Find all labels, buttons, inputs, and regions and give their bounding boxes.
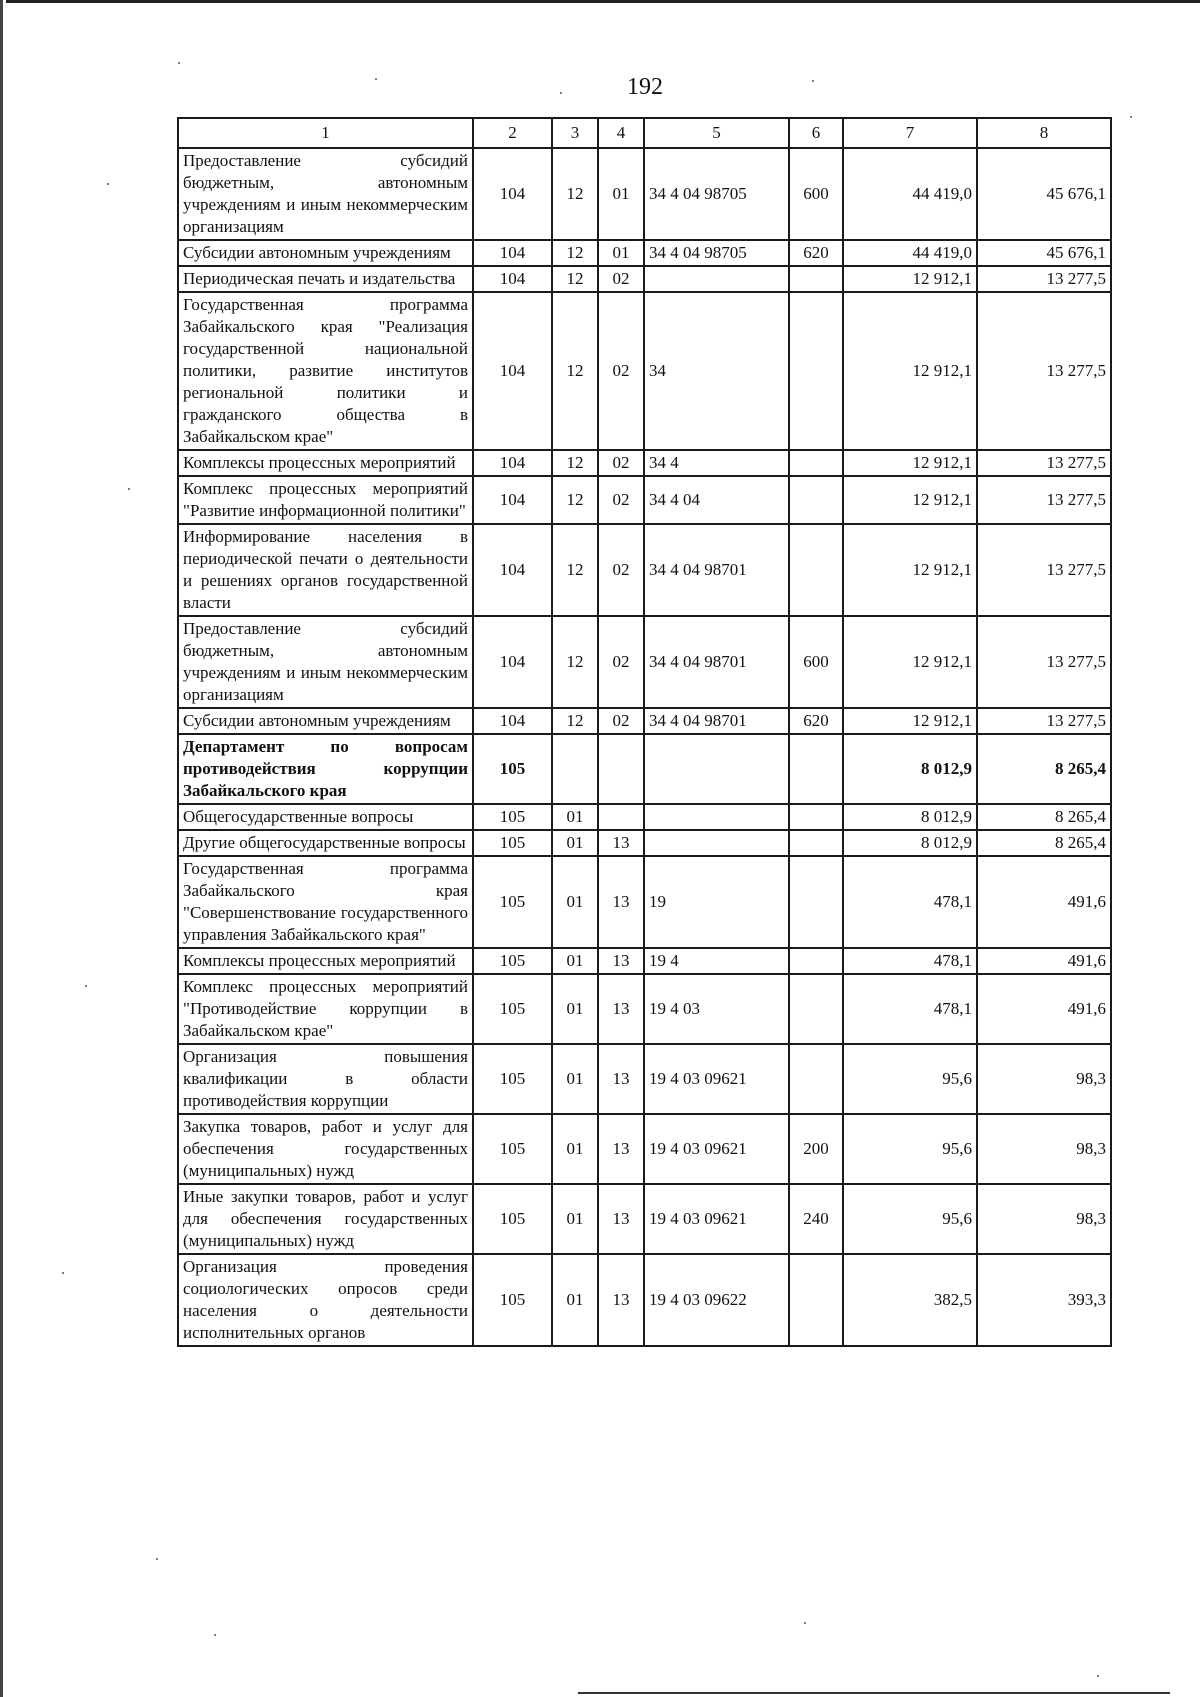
section-code-cell: 01	[552, 1044, 598, 1114]
subsection-code-cell: 02	[598, 266, 644, 292]
amount-year2-cell: 393,3	[977, 1254, 1111, 1346]
row-name-cell: Департамент по вопросам противодействия коррупции Забайкальского края	[178, 734, 473, 804]
amount-year2-cell: 13 277,5	[977, 450, 1111, 476]
subsection-code-cell: 01	[598, 148, 644, 240]
chapter-code-cell: 104	[473, 450, 552, 476]
amount-year2-cell: 13 277,5	[977, 708, 1111, 734]
table-row	[178, 1044, 1111, 1114]
chapter-code-cell: 105	[473, 1114, 552, 1184]
amount-year2-cell: 98,3	[977, 1184, 1111, 1254]
table-row	[178, 292, 1111, 450]
chapter-code-cell: 105	[473, 948, 552, 974]
table-row	[178, 948, 1111, 974]
table-row	[178, 734, 1111, 804]
scan-bottom-rule	[578, 1692, 1170, 1694]
table-row	[178, 974, 1111, 1044]
chapter-code-cell: 104	[473, 708, 552, 734]
subsection-code-cell: 13	[598, 1254, 644, 1346]
row-name-cell: Комплекс процессных мероприятий "Противодействие коррупции в Забайкальском крае"	[178, 974, 473, 1044]
expense-type-cell	[789, 450, 843, 476]
scan-speck	[178, 62, 180, 64]
subsection-code-cell	[598, 804, 644, 830]
column-header: 6	[789, 118, 843, 148]
amount-year1-cell: 12 912,1	[843, 524, 977, 616]
amount-year1-cell: 12 912,1	[843, 616, 977, 708]
amount-year2-cell: 13 277,5	[977, 476, 1111, 524]
section-code-cell: 12	[552, 708, 598, 734]
row-name-cell: Комплекс процессных мероприятий "Развитие информационной политики"	[178, 476, 473, 524]
amount-year2-cell: 13 277,5	[977, 292, 1111, 450]
expense-type-cell: 620	[789, 708, 843, 734]
amount-year1-cell: 44 419,0	[843, 148, 977, 240]
target-article-cell	[644, 830, 789, 856]
row-name-cell: Организация проведения социологических опросов среди населения о деятельности исполнительных органов	[178, 1254, 473, 1346]
chapter-code-cell: 105	[473, 804, 552, 830]
expense-type-cell: 200	[789, 1114, 843, 1184]
section-code-cell: 01	[552, 1114, 598, 1184]
chapter-code-cell: 104	[473, 240, 552, 266]
amount-year2-cell: 98,3	[977, 1114, 1111, 1184]
column-header: 1	[178, 118, 473, 148]
table-body	[178, 148, 1111, 1346]
row-name-cell: Субсидии автономным учреждениям	[178, 240, 473, 266]
amount-year2-cell: 8 265,4	[977, 830, 1111, 856]
row-name-cell: Иные закупки товаров, работ и услуг для обеспечения государственных (муниципальных) нужд	[178, 1184, 473, 1254]
scan-top-edge	[6, 0, 1200, 3]
target-article-cell: 34 4 04 98701	[644, 524, 789, 616]
amount-year2-cell: 491,6	[977, 974, 1111, 1044]
row-name-cell: Общегосударственные вопросы	[178, 804, 473, 830]
chapter-code-cell: 104	[473, 148, 552, 240]
subsection-code-cell: 13	[598, 830, 644, 856]
target-article-cell: 34 4	[644, 450, 789, 476]
section-code-cell: 01	[552, 1184, 598, 1254]
table-row	[178, 148, 1111, 240]
subsection-code-cell: 02	[598, 450, 644, 476]
row-name-cell: Субсидии автономным учреждениям	[178, 708, 473, 734]
amount-year1-cell: 95,6	[843, 1114, 977, 1184]
scan-speck	[107, 183, 109, 185]
chapter-code-cell: 105	[473, 734, 552, 804]
amount-year2-cell: 491,6	[977, 948, 1111, 974]
table-row	[178, 240, 1111, 266]
chapter-code-cell: 105	[473, 974, 552, 1044]
scan-speck	[1097, 1675, 1099, 1677]
amount-year1-cell: 382,5	[843, 1254, 977, 1346]
section-code-cell: 01	[552, 804, 598, 830]
subsection-code-cell: 01	[598, 240, 644, 266]
subsection-code-cell: 02	[598, 708, 644, 734]
row-name-cell: Предоставление субсидий бюджетным, автономным учреждениям и иным некоммерческим организациям	[178, 148, 473, 240]
row-name-cell: Государственная программа Забайкальского края "Совершенствование государственного управления Забайкальского края"	[178, 856, 473, 948]
scan-speck	[812, 80, 814, 82]
column-header: 5	[644, 118, 789, 148]
expense-type-cell: 600	[789, 148, 843, 240]
target-article-cell: 34 4 04	[644, 476, 789, 524]
scan-speck	[560, 92, 562, 94]
target-article-cell: 19 4	[644, 948, 789, 974]
amount-year1-cell: 478,1	[843, 856, 977, 948]
table-row	[178, 476, 1111, 524]
amount-year1-cell: 95,6	[843, 1044, 977, 1114]
expense-type-cell: 620	[789, 240, 843, 266]
amount-year2-cell: 13 277,5	[977, 266, 1111, 292]
target-article-cell: 19 4 03	[644, 974, 789, 1044]
scan-speck	[156, 1558, 158, 1560]
subsection-code-cell: 13	[598, 1044, 644, 1114]
row-name-cell: Комплексы процессных мероприятий	[178, 948, 473, 974]
amount-year2-cell: 13 277,5	[977, 524, 1111, 616]
column-header: 3	[552, 118, 598, 148]
expense-type-cell	[789, 830, 843, 856]
section-code-cell: 01	[552, 830, 598, 856]
row-name-cell: Государственная программа Забайкальского края "Реализация государственной национальной политики, развитие институтов региональной политики и гражданского общества в Забайкальском крае"	[178, 292, 473, 450]
chapter-code-cell: 104	[473, 524, 552, 616]
section-code-cell: 01	[552, 856, 598, 948]
subsection-code-cell: 13	[598, 974, 644, 1044]
chapter-code-cell: 105	[473, 830, 552, 856]
subsection-code-cell: 02	[598, 292, 644, 450]
expense-type-cell	[789, 476, 843, 524]
target-article-cell: 34	[644, 292, 789, 450]
expense-type-cell	[789, 524, 843, 616]
subsection-code-cell: 13	[598, 856, 644, 948]
target-article-cell: 19 4 03 09621	[644, 1044, 789, 1114]
amount-year2-cell: 8 265,4	[977, 804, 1111, 830]
row-name-cell: Закупка товаров, работ и услуг для обеспечения государственных (муниципальных) нужд	[178, 1114, 473, 1184]
expense-type-cell	[789, 1044, 843, 1114]
section-code-cell: 12	[552, 476, 598, 524]
section-code-cell: 12	[552, 524, 598, 616]
scan-left-edge	[0, 0, 3, 1697]
subsection-code-cell: 13	[598, 1114, 644, 1184]
section-code-cell	[552, 734, 598, 804]
section-code-cell: 01	[552, 974, 598, 1044]
chapter-code-cell: 105	[473, 1184, 552, 1254]
scan-speck	[1130, 116, 1132, 118]
table-row	[178, 1254, 1111, 1346]
target-article-cell: 34 4 04 98705	[644, 148, 789, 240]
expense-type-cell: 600	[789, 616, 843, 708]
expense-type-cell: 240	[789, 1184, 843, 1254]
subsection-code-cell: 02	[598, 476, 644, 524]
amount-year1-cell: 8 012,9	[843, 830, 977, 856]
amount-year1-cell: 8 012,9	[843, 734, 977, 804]
subsection-code-cell: 13	[598, 1184, 644, 1254]
subsection-code-cell: 13	[598, 948, 644, 974]
amount-year2-cell: 13 277,5	[977, 616, 1111, 708]
section-code-cell: 12	[552, 240, 598, 266]
amount-year2-cell: 491,6	[977, 856, 1111, 948]
amount-year1-cell: 12 912,1	[843, 292, 977, 450]
table-row	[178, 804, 1111, 830]
budget-table	[177, 117, 1112, 1347]
table-row	[178, 1114, 1111, 1184]
column-header: 8	[977, 118, 1111, 148]
table-row	[178, 830, 1111, 856]
amount-year1-cell: 8 012,9	[843, 804, 977, 830]
scan-speck	[375, 78, 377, 80]
expense-type-cell	[789, 948, 843, 974]
amount-year1-cell: 12 912,1	[843, 708, 977, 734]
expense-type-cell	[789, 1254, 843, 1346]
target-article-cell: 19	[644, 856, 789, 948]
row-name-cell: Другие общегосударственные вопросы	[178, 830, 473, 856]
table-row	[178, 708, 1111, 734]
target-article-cell: 34 4 04 98705	[644, 240, 789, 266]
amount-year2-cell: 98,3	[977, 1044, 1111, 1114]
subsection-code-cell: 02	[598, 524, 644, 616]
amount-year1-cell: 12 912,1	[843, 476, 977, 524]
column-header: 7	[843, 118, 977, 148]
target-article-cell: 19 4 03 09622	[644, 1254, 789, 1346]
amount-year1-cell: 95,6	[843, 1184, 977, 1254]
expense-type-cell	[789, 292, 843, 450]
section-code-cell: 12	[552, 292, 598, 450]
table-row	[178, 1184, 1111, 1254]
amount-year1-cell: 478,1	[843, 974, 977, 1044]
chapter-code-cell: 104	[473, 476, 552, 524]
row-name-cell: Периодическая печать и издательства	[178, 266, 473, 292]
amount-year1-cell: 478,1	[843, 948, 977, 974]
chapter-code-cell: 104	[473, 292, 552, 450]
target-article-cell	[644, 734, 789, 804]
target-article-cell	[644, 266, 789, 292]
page-number: 192	[627, 74, 663, 100]
chapter-code-cell: 104	[473, 266, 552, 292]
amount-year2-cell: 45 676,1	[977, 240, 1111, 266]
expense-type-cell	[789, 266, 843, 292]
subsection-code-cell: 02	[598, 616, 644, 708]
target-article-cell: 34 4 04 98701	[644, 708, 789, 734]
chapter-code-cell: 105	[473, 1254, 552, 1346]
table-header-row	[178, 118, 1111, 148]
table-row	[178, 266, 1111, 292]
row-name-cell: Предоставление субсидий бюджетным, автономным учреждениям и иным некоммерческим организациям	[178, 616, 473, 708]
column-header: 2	[473, 118, 552, 148]
amount-year1-cell: 44 419,0	[843, 240, 977, 266]
table-row	[178, 616, 1111, 708]
row-name-cell: Комплексы процессных мероприятий	[178, 450, 473, 476]
target-article-cell	[644, 804, 789, 830]
column-header: 4	[598, 118, 644, 148]
amount-year1-cell: 12 912,1	[843, 450, 977, 476]
expense-type-cell	[789, 734, 843, 804]
row-name-cell: Информирование населения в периодической печати о деятельности и решениях органов государственной власти	[178, 524, 473, 616]
section-code-cell: 12	[552, 148, 598, 240]
scan-speck	[804, 1622, 806, 1624]
amount-year2-cell: 45 676,1	[977, 148, 1111, 240]
scan-speck	[128, 488, 130, 490]
section-code-cell: 12	[552, 450, 598, 476]
target-article-cell: 34 4 04 98701	[644, 616, 789, 708]
section-code-cell: 01	[552, 948, 598, 974]
chapter-code-cell: 105	[473, 1044, 552, 1114]
scan-speck	[214, 1634, 216, 1636]
row-name-cell: Организация повышения квалификации в области противодействия коррупции	[178, 1044, 473, 1114]
expense-type-cell	[789, 974, 843, 1044]
scan-speck	[62, 1272, 64, 1274]
table-row	[178, 450, 1111, 476]
subsection-code-cell	[598, 734, 644, 804]
chapter-code-cell: 105	[473, 856, 552, 948]
amount-year2-cell: 8 265,4	[977, 734, 1111, 804]
chapter-code-cell: 104	[473, 616, 552, 708]
target-article-cell: 19 4 03 09621	[644, 1114, 789, 1184]
expense-type-cell	[789, 856, 843, 948]
amount-year1-cell: 12 912,1	[843, 266, 977, 292]
table-row	[178, 856, 1111, 948]
section-code-cell: 12	[552, 266, 598, 292]
table-row	[178, 524, 1111, 616]
target-article-cell: 19 4 03 09621	[644, 1184, 789, 1254]
section-code-cell: 12	[552, 616, 598, 708]
scan-speck	[85, 985, 87, 987]
expense-type-cell	[789, 804, 843, 830]
section-code-cell: 01	[552, 1254, 598, 1346]
